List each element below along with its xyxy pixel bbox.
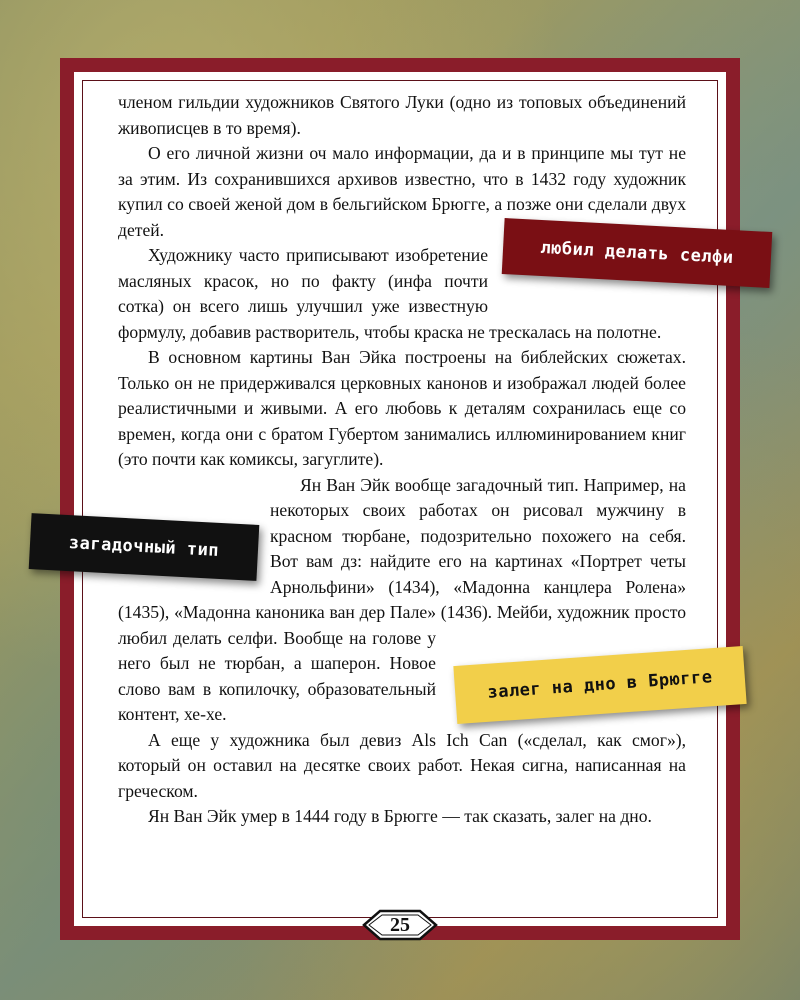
paragraph-4: В основном картины Ван Эйка построены на библейских сюжетах. Только он не придерживался церковных канонов и изображал людей более реалистичными и живыми. А его любовь к деталям сохранилась еще со времен, когда они с братом Губертом занимались иллюминированием книг (это почти как комиксы, загуглите). (118, 347, 686, 469)
paragraph-7: Ян Ван Эйк умер в 1444 году в Брюгге — так сказать, залег на дно. (148, 806, 652, 826)
sticker-black: загадочный тип (29, 513, 260, 581)
paragraph-1: членом гильдии художников Святого Луки (одно из топовых объединений живописцев в то время). (118, 92, 686, 138)
paragraph-3: Художнику часто приписывают изобретение масляных красок, но по факту (инфа почти сотка) он всего лишь улучшил уже известную формулу, добавив растворитель, чтобы краска не трескалась на полотне. (118, 245, 662, 342)
article-text (118, 90, 686, 830)
page-number-badge (360, 908, 440, 942)
sticker-red: любил делать селфи (502, 218, 773, 288)
paragraph-2: О его личной жизни оч мало информации, да и в принципе мы тут не за этим. Из сохранившихся архивов известно, что в 1432 году художник купил со своей женой дом в бельгийском Брюгге, а позже они сделали двух детей. (118, 143, 686, 240)
paragraph-6: А еще у художника был девиз Als Ich Can («сделал, как смог»), который он оставил на десятке своих работ. Некая сигна, написанная на греческом. (118, 729, 686, 801)
page-number: 25 (390, 913, 410, 936)
sticker-yellow: залег на дно в Брюгге (453, 646, 746, 724)
paragraph-5: Ян Ван Эйк вообще загадочный тип. Например, на некоторых своих работах он рисовал мужчину в красном тюрбане, подозрительно похожего на себя. Вот вам дз: найдите его на картинах «Портрет четы Арнольфини» (1434), «Мадонна канцлера Ролена» (1435), «Мадонна каноника ван дер Пале» (1436). Мейби, художник просто любил делать селфи. Вообще на голове у него был не тюрбан, а шаперон. Новое слово вам в копилочку, образовательный контент, хе-хе. (118, 474, 686, 724)
